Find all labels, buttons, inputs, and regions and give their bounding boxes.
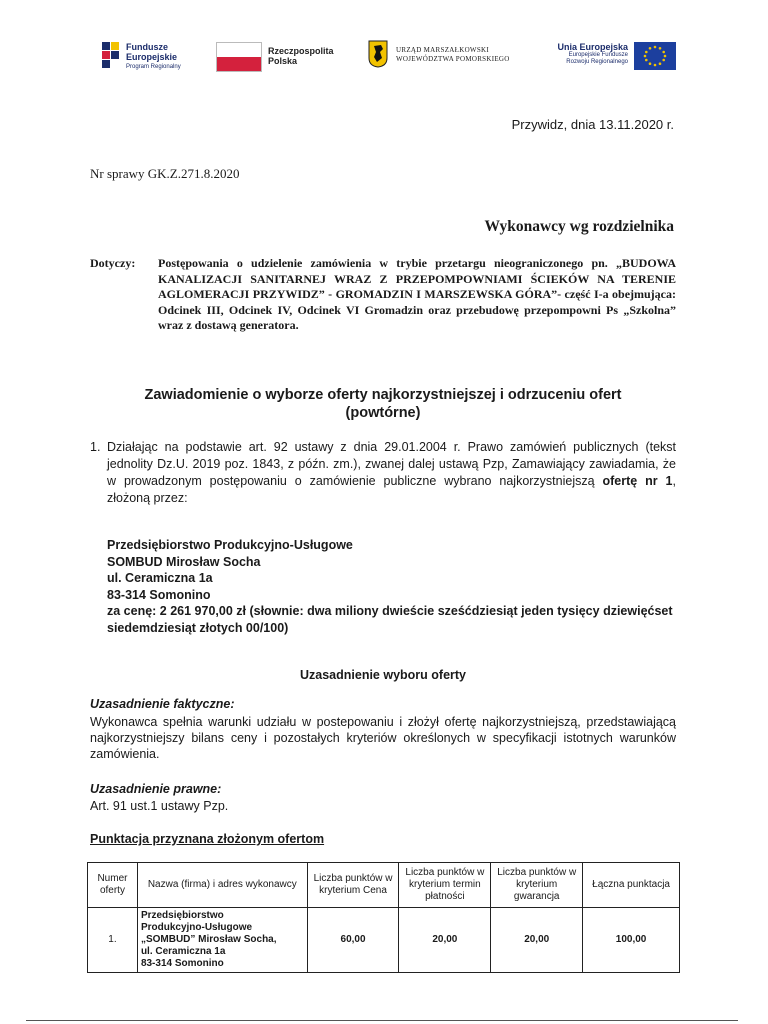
um-line2: WOJEWÓDZTWA POMORSKIEGO — [396, 55, 510, 63]
table-header-row — [88, 863, 680, 908]
cell-offer-number: 1. — [88, 908, 138, 973]
col-payment-points: Liczba punktów w kryterium termin płatności — [399, 863, 491, 908]
company-line1: Przedsiębiorstwo Produkcyjno-Usługowe — [107, 538, 353, 552]
contractor-line1: Przedsiębiorstwo — [140, 910, 224, 921]
col-price-points: Liczba punktów w kryterium Cena — [307, 863, 399, 908]
cell-payment-points: 20,00 — [399, 908, 491, 973]
point-1 — [90, 439, 676, 507]
case-number: Nr sprawy GK.Z.271.8.2020 — [90, 166, 240, 181]
notice-title-line2: (powtórne) — [345, 405, 421, 421]
document-date: Przywidz, dnia 13.11.2020 r. — [511, 117, 674, 132]
rp-line2: Polska — [268, 56, 298, 66]
table-row — [88, 908, 680, 973]
selected-company — [107, 537, 677, 636]
subject-label: Dotyczy: — [90, 256, 136, 270]
col-contractor: Nazwa (firma) i adres wykonawcy — [137, 863, 307, 908]
factual-text: Wykonawca spełnia warunki udziału w postepowaniu i złożył ofertę najkorzystniejszą, przedstawiającą najkorzystniejszy bilans ceny i pozostałych kryteriów określonych w specyfikacji istotnych warunków zamówienia. — [90, 715, 676, 761]
contractor-line4: ul. Ceramiczna 1a — [140, 946, 226, 957]
company-line3: ul. Ceramiczna 1a — [107, 571, 213, 585]
logo-unia-europejska — [544, 38, 678, 82]
logo-rzeczpospolita — [216, 38, 366, 82]
griffin-crest-icon — [368, 40, 388, 68]
notice-title-line1: Zawiadomienie o wyborze oferty najkorzystniejszej i odrzuceniu ofert — [144, 387, 622, 403]
fe-line1: Fundusze — [126, 42, 168, 52]
subject-block — [90, 256, 676, 334]
page-bottom-divider — [26, 1020, 738, 1021]
ue-sub2: Rozwoju Regionalnego — [566, 59, 628, 65]
col-offer-number: Numer oferty — [88, 863, 138, 908]
point-1-number: 1. — [90, 440, 101, 454]
cell-price-points: 60,00 — [307, 908, 399, 973]
logo-fundusze-europejskie — [96, 38, 216, 82]
point-1-offer: ofertę nr 1 — [602, 474, 673, 488]
subject-text: Postępowania o udzielenie zamówienia w trybie przetargu nieograniczonego pn. „BUDOWA KANALIZACJI SANITARNEJ WRAZ Z PRZEPOMPOWNIAMI ŚCIEKÓW NA TERENIE AGLOMERACJI PRZYWIDZ” - GROMADZIN I MARSZEWSKA GÓRA”- część I-a obejmująca: Odcinek III, Odcinek IV, Odcinek VI Gromadzin oraz przebudowę przepompowni Ps „Szkolna” wraz z dostawą generatora. — [158, 256, 676, 332]
notice-title — [90, 386, 676, 422]
fe-logo-icon — [100, 40, 122, 70]
company-line4: 83-314 Somonino — [107, 587, 211, 602]
company-line2: SOMBUD Mirosław Socha — [107, 554, 261, 569]
legal-text: Art. 91 ust.1 ustawy Pzp. — [90, 799, 229, 813]
cell-total: 100,00 — [583, 908, 680, 973]
scores-heading: Punktacja przyznana złożonym ofertom — [90, 832, 325, 846]
scores-table — [87, 862, 680, 973]
eu-flag-icon — [634, 42, 676, 70]
col-warranty-points: Liczba punktów w kryterium gwarancja — [491, 863, 583, 908]
company-price: za cenę: 2 261 970,00 zł (słownie: dwa miliony dwieście sześćdziesiąt jeden tysięcy dziewięćset siedemdziesiąt złotych 00/100) — [107, 604, 673, 635]
recipient-heading: Wykonawcy wg rozdzielnika — [484, 218, 674, 235]
cell-contractor — [137, 908, 307, 973]
contractor-line3: „SOMBUD” Mirosław Socha, — [140, 934, 277, 945]
point-1-text-after: , złożoną przez: — [107, 474, 676, 505]
polish-flag-icon — [216, 42, 262, 72]
header-logos — [96, 38, 676, 82]
cell-warranty-points: 20,00 — [491, 908, 583, 973]
col-total: Łączna punktacja — [583, 863, 680, 908]
contractor-line2: Produkcyjno-Usługowe — [140, 922, 253, 933]
justification-title: Uzasadnienie wyboru oferty — [299, 668, 466, 682]
ue-line1: Unia Europejska — [557, 42, 628, 52]
fe-line2: Europejskie — [126, 52, 178, 62]
um-line1: URZĄD MARSZAŁKOWSKI — [396, 46, 490, 54]
ue-sub1: Europejskie Fundusze — [568, 52, 628, 58]
logo-urzad-marszalkowski — [364, 38, 534, 82]
rp-line1: Rzeczpospolita — [268, 46, 334, 56]
fe-sub: Program Regionalny — [126, 64, 181, 70]
contractor-line5: 83-314 Somonino — [140, 958, 224, 969]
point-1-text: Działając na podstawie art. 92 ustawy z dnia 29.01.2004 r. Prawo zamówień publicznych (tekst jednolity Dz.U. 2019 poz. 1843, z późn. zm.), zwanej dalej ustawą Pzp, Zamawiający zawiadamia, że w prowadzonym postępowaniu o zamówienie publiczne wybrano najkorzystniejszą — [107, 440, 676, 488]
factual-heading: Uzasadnienie faktyczne: — [90, 697, 235, 711]
legal-heading: Uzasadnienie prawne: — [90, 782, 222, 796]
